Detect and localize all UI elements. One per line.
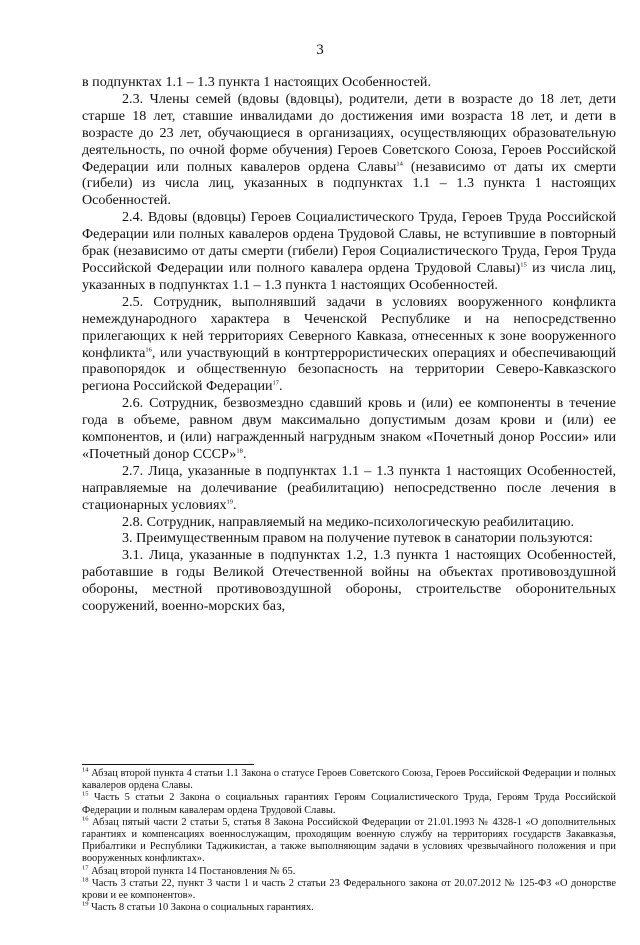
- footnote-ref: 18: [236, 447, 243, 455]
- footnote-ref: 17: [272, 379, 280, 387]
- footnote-text: Абзац пятый части 2 статьи 5, статья 8 Закона Российской Федерации от 21.01.1993 № 4328-1 «О дополнительных гарантиях и компенсациях военнослужащим, проходящим военную службу на территориях государств Закавказья, Прибалтики и Республики Таджикистан, а также выполняющим задачи в условиях чрезвычайного положения и при вооруженных конфликтах».: [82, 816, 616, 865]
- footnotes: [82, 768, 616, 914]
- footnote-15: [82, 792, 616, 816]
- paragraph-p4: [82, 395, 616, 463]
- paragraph-text: .: [279, 378, 283, 395]
- footnote-text: Часть 3 статьи 22, пункт 3 части 1 и часть 2 статьи 23 Федерального закона от 20.07.2012 № 125-ФЗ «О донорстве крови и ее компонентов».: [82, 877, 616, 902]
- footnote-number: 16: [82, 815, 89, 823]
- footnote-14: [82, 768, 616, 792]
- paragraph-text: 2.7. Лица, указанные в подпунктах 1.1 – 1.3 пункта 1 настоящих Особенностей, направляемые на долечивание (реабилитацию) непосредственно после лечения в стационарных условиях: [82, 462, 616, 513]
- footnote-18: [82, 878, 616, 902]
- paragraph-p8: [82, 547, 616, 615]
- document-body: [82, 74, 616, 615]
- paragraph-text: из числа лиц, указанных в подпунктах 1.1 – 1.3 пункта 1 настоящих Особенностей.: [82, 259, 616, 293]
- paragraph-text: 2.6. Сотрудник, безвозмездно сдавший кровь и (или) ее компоненты в течение года в объеме, равном двум максимально допустимым дозам крови и (или) ее компонентов, и (или) награжденный нагрудным знаком «Почетный донор России» или «Почетный донор СССР»: [82, 395, 616, 462]
- paragraph-p1: [82, 91, 616, 209]
- paragraph-text: 3. Преимущественным правом на получение путевок в санатории пользуются:: [122, 530, 593, 547]
- paragraph-text: в подпунктах 1.1 – 1.3 пункта 1 настоящих Особенностей.: [82, 74, 431, 90]
- footnote-number: 19: [82, 900, 89, 908]
- footnote-text: Абзац второй пункта 14 Постановления № 65.: [88, 865, 296, 877]
- paragraph-p0: [82, 74, 616, 91]
- paragraph-text: .: [242, 445, 247, 462]
- footnote-text: Часть 8 статьи 10 Закона о социальных гарантиях.: [88, 902, 314, 914]
- paragraph-text: , или участвующий в контртеррористических операциях и обеспечивающий правопорядок и общественную безопасность на территории Северо-Кавказского региона Российской Федерации: [82, 344, 616, 395]
- footnote-ref: 14: [396, 159, 403, 167]
- paragraph-p3: [82, 294, 616, 395]
- paragraph-p6: [82, 514, 616, 531]
- paragraph-text: 2.4. Вдовы (вдовцы) Героев Социалистического Труда, Героев Труда Российской Федерации или полных кавалеров ордена Трудовой Славы, не вступившие в повторный брак (независимо от даты смерти (гибели) Героя Социалистического Труда, Героя Труда Российской Федерации или полного кавалера ордена Трудовой Славы): [82, 209, 616, 276]
- footnote-number: 15: [82, 790, 89, 798]
- footnote-19: [82, 902, 616, 914]
- paragraph-p2: [82, 209, 616, 294]
- paragraph-p7: [82, 530, 616, 547]
- footnote-number: 18: [82, 876, 89, 884]
- paragraph-text: 3.1. Лица, указанные в подпунктах 1.2, 1.3 пункта 1 настоящих Особенностей, работавшие в годы Великой Отечественной войны на объектах противовоздушной обороны, местной противовоздушной обороны, строительстве оборонительных сооружений, военно-морских баз,: [82, 547, 616, 615]
- footnote-number: 14: [82, 766, 89, 774]
- footnote-ref: 16: [145, 345, 152, 353]
- footnote-text: Часть 5 статьи 2 Закона о социальных гарантиях Героям Социалистического Труда, Героям Труда Российской Федерации и полным кавалерам ордена Трудовой Славы.: [82, 792, 616, 816]
- page-number: 3: [316, 42, 324, 58]
- footnote-separator: [82, 764, 254, 765]
- paragraph-text: .: [233, 496, 237, 513]
- footnote-17: [82, 866, 616, 878]
- footnote-16: [82, 817, 616, 866]
- footnote-ref: 15: [520, 261, 527, 269]
- paragraph-text: (независимо от даты их смерти (гибели) из числа лиц, указанных в подпунктах 1.1 – 1.3 пункта 1 настоящих Особенностей.: [82, 158, 616, 209]
- paragraph-text: 2.3. Члены семей (вдовы (вдовцы), родители, дети в возрасте до 18 лет, дети старше 18 лет, ставшие инвалидами до достижения ими возраста 18 лет, и дети в возрасте до 23 лет, обучающиеся в организациях, осуществляющих образовательную деятельность, по очной форме обучения) Героев Советского Союза, Героев Российской Федерации или полных кавалеров ордена Славы: [82, 90, 616, 175]
- paragraph-text: 2.5. Сотрудник, выполнявший задачи в условиях вооруженного конфликта немеждународного характера в Чеченской Республике и на непосредственно прилегающих к ней территориях Северного Кавказа, отнесенных к зоне вооруженного конфликта: [82, 293, 616, 361]
- paragraph-p5: [82, 463, 616, 514]
- footnote-number: 17: [82, 864, 89, 872]
- footnote-ref: 19: [226, 497, 234, 505]
- footnote-text: Абзац второй пункта 4 статьи 1.1 Закона о статусе Героев Советского Союза, Героев Российской Федерации и полных кавалеров ордена Славы.: [82, 768, 616, 792]
- paragraph-text: 2.8. Сотрудник, направляемый на медико-психологическую реабилитацию.: [122, 513, 575, 530]
